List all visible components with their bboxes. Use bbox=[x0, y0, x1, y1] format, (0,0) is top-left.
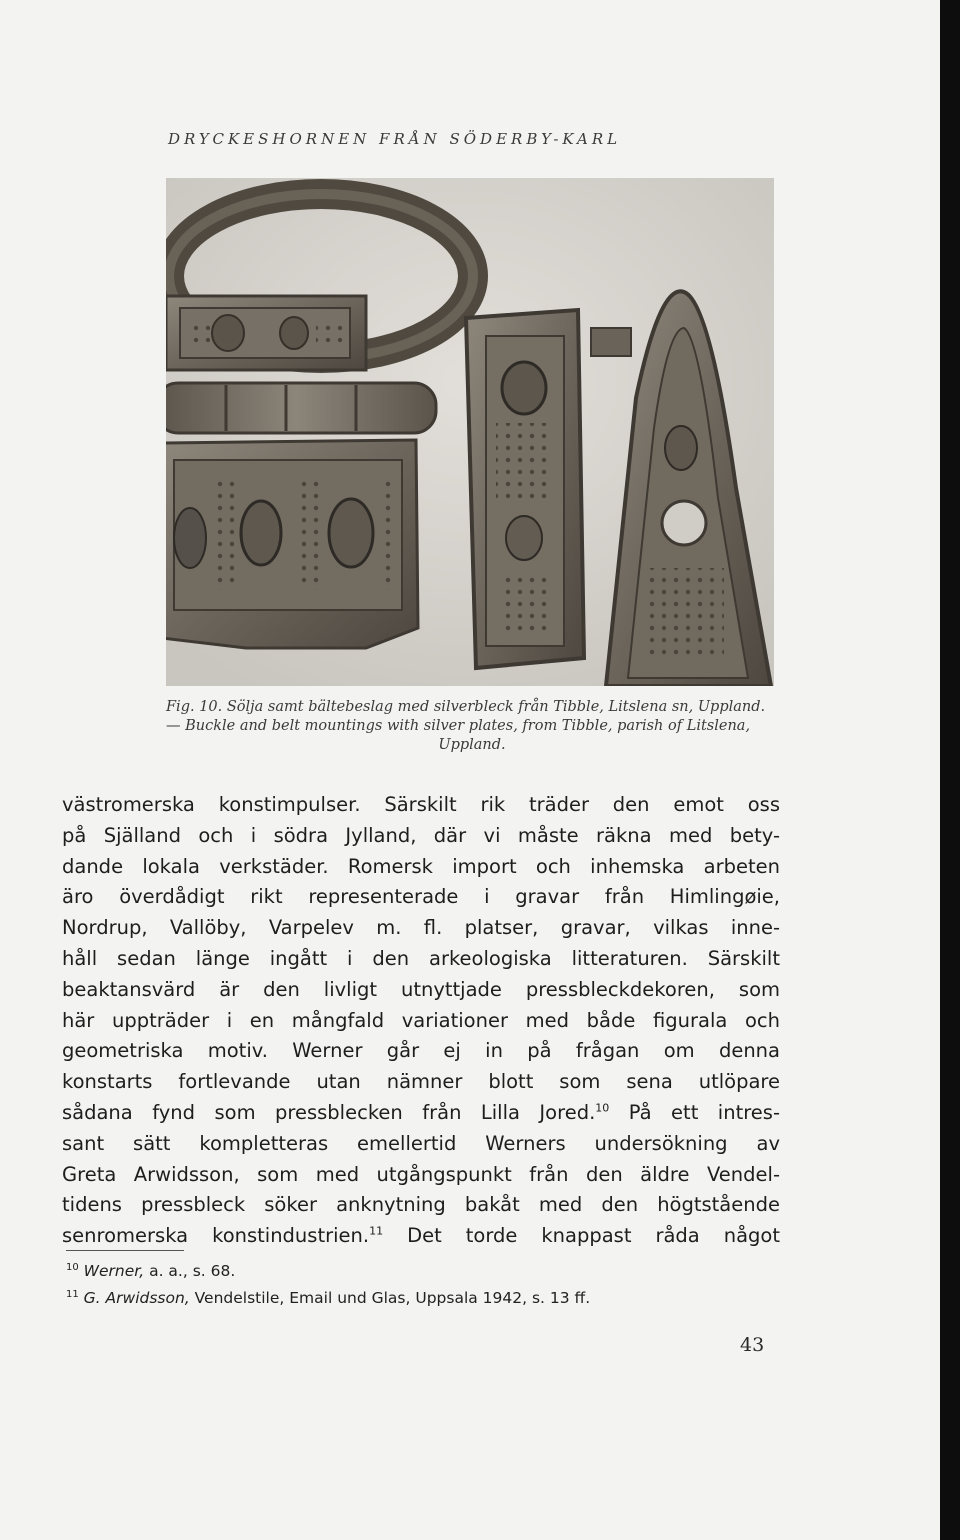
footnote-11 bbox=[66, 1285, 786, 1312]
page-number: 43 bbox=[740, 1334, 765, 1356]
body-line: beaktansvärd är den livligt utnyttjade pressbleckdekoren, som bbox=[62, 977, 780, 1001]
body-line: dande lokala verkstäder. Romersk import och inhemska arbeten bbox=[62, 854, 780, 878]
footnote-author: Werner, bbox=[83, 1262, 145, 1280]
figure-photo bbox=[166, 178, 774, 686]
body-line: på Själland och i södra Jylland, där vi måste räkna med bety- bbox=[62, 823, 780, 847]
buckle-lower-plate bbox=[166, 440, 418, 648]
caption-line: Uppland. bbox=[438, 737, 506, 753]
scan-edge bbox=[940, 0, 960, 1540]
footnotes bbox=[66, 1258, 786, 1312]
artifact-photo-illustration bbox=[166, 178, 774, 686]
footnote-text: a. a., s. 68. bbox=[144, 1262, 236, 1280]
body-line: västromerska konstimpulser. Särskilt rik träder den emot oss bbox=[62, 793, 780, 816]
running-head: DRYCKESHORNEN FRÅN SÖDERBY-KARL bbox=[168, 130, 622, 148]
body-line: Greta Arwidsson, som med utgångspunkt från den äldre Vendel- bbox=[62, 1162, 780, 1186]
body-text bbox=[62, 790, 780, 1252]
body-line bbox=[62, 1221, 780, 1252]
body-line-text: senromerska konstindustrien. bbox=[62, 1224, 370, 1248]
body-line bbox=[62, 1098, 780, 1129]
footnote-author: G. Arwidsson, bbox=[83, 1289, 190, 1307]
caption-line: — Buckle and belt mountings with silver plates, from Tibble, parish of Litslena, bbox=[166, 718, 751, 734]
footnote-rule bbox=[66, 1250, 184, 1251]
figure-caption bbox=[166, 698, 778, 755]
buckle-hinge bbox=[166, 383, 436, 433]
caption-line: Fig. 10. Sölja samt bältebeslag med silverbleck från Tibble, Litslena sn, Uppland. bbox=[166, 699, 766, 715]
footnote-text: Vendelstile, Email und Glas, Uppsala 1942, s. 13 ff. bbox=[189, 1289, 591, 1307]
body-line: tidens pressbleck söker anknytning bakåt med den högtstående bbox=[62, 1193, 780, 1217]
footnote-number: 11 bbox=[66, 1288, 79, 1300]
footnote-10 bbox=[66, 1258, 786, 1285]
body-line: geometriska motiv. Werner går ej in på frågan om denna bbox=[62, 1039, 780, 1063]
body-line-text: sådana fynd som pressblecken från Lilla Jored. bbox=[62, 1100, 596, 1124]
footnote-number: 10 bbox=[66, 1261, 79, 1273]
body-line: äro överdådigt rikt representerade i gravar från Himlingøie, bbox=[62, 885, 780, 909]
footnote-ref-11[interactable]: 11 bbox=[369, 1224, 384, 1238]
body-line-text: På ett intres- bbox=[609, 1100, 781, 1124]
body-line-text: Det torde knappast råda något bbox=[407, 1224, 780, 1248]
body-line: här uppträder i en mångfald variationer med både figurala och bbox=[62, 1008, 780, 1032]
body-line: Nordrup, Vallöby, Varpelev m. fl. platser, gravar, vilkas inne- bbox=[62, 916, 780, 940]
footnote-ref-10[interactable]: 10 bbox=[595, 1101, 610, 1115]
body-line: sant sätt kompletteras emellertid Werners undersökning av bbox=[62, 1131, 780, 1155]
body-line: konstarts fortlevande utan nämner blott som sena utlöpare bbox=[62, 1070, 780, 1094]
body-line: håll sedan länge ingått i den arkeologiska litteraturen. Särskilt bbox=[62, 946, 780, 970]
buckle-top-plate bbox=[166, 296, 366, 370]
